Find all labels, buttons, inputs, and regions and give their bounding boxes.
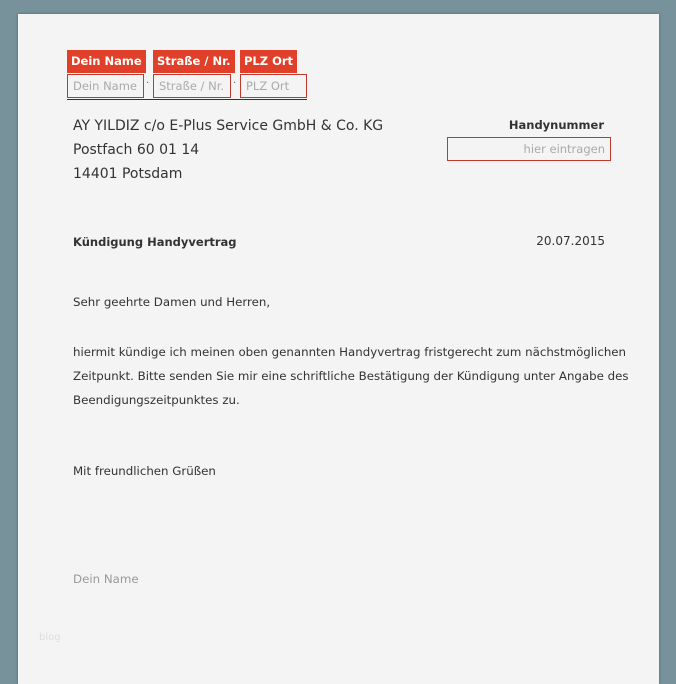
sender-street-label: Straße / Nr. xyxy=(153,50,235,73)
subject: Kündigung Handyvertrag xyxy=(73,235,237,249)
body-line-1: hiermit kündige ich meinen oben genannten Handyvertrag fristgerecht zum nächstmöglichen xyxy=(73,345,627,359)
sender-underline xyxy=(67,99,307,100)
body-line-2: Zeitpunkt. Bitte senden Sie mir eine schriftliche Bestätigung der Kündigung unter Angabe des xyxy=(73,369,629,383)
date: 20.07.2015 xyxy=(536,234,605,248)
recipient-line-3: 14401 Potsdam xyxy=(73,166,183,182)
watermark: blog xyxy=(39,632,61,643)
separator: · xyxy=(233,78,237,89)
sender-name-input[interactable]: Dein Name xyxy=(67,74,144,98)
sender-name-label: Dein Name xyxy=(67,50,146,73)
closing: Mit freundlichen Grüßen xyxy=(73,464,216,478)
salutation: Sehr geehrte Damen und Herren, xyxy=(73,295,271,309)
recipient-line-2: Postfach 60 01 14 xyxy=(73,142,200,158)
recipient-line-1: AY YILDIZ c/o E-Plus Service GmbH & Co. KG xyxy=(73,118,384,134)
sender-street-input[interactable]: Straße / Nr. xyxy=(153,74,231,98)
body-line-3: Beendigungszeitpunktes zu. xyxy=(73,393,240,407)
signature-input[interactable]: Dein Name xyxy=(73,572,139,586)
phone-label: Handynummer xyxy=(508,118,604,132)
sender-city-input[interactable]: PLZ Ort xyxy=(240,74,307,98)
sender-city-label: PLZ Ort xyxy=(240,50,297,73)
phone-input[interactable]: hier eintragen xyxy=(447,137,611,161)
separator: · xyxy=(146,78,150,89)
